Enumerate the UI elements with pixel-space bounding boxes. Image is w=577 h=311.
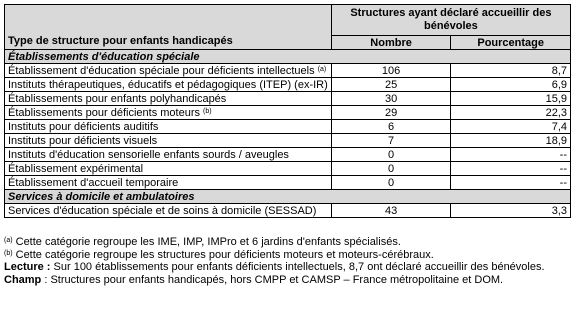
table-row [5, 64, 571, 78]
row-nombre: 29 [331, 106, 451, 120]
header-pourcentage: Pourcentage [451, 36, 571, 50]
row-pourcentage: -- [451, 176, 571, 190]
row-pourcentage: -- [451, 148, 571, 162]
champ-label: Champ [4, 273, 42, 286]
row-label-cell [5, 204, 332, 218]
table-row [5, 162, 571, 176]
row-nombre: 6 [331, 120, 451, 134]
row-label: Établissement d'éducation spéciale pour déficients intellectuels [8, 64, 315, 77]
section-title: Services à domicile et ambulatoires [5, 190, 571, 204]
header-nombre: Nombre [331, 36, 451, 50]
row-label-cell [5, 78, 332, 92]
footnote-b-text: Cette catégorie regroupe les structures pour déficients moteurs et moteurs-cérébraux. [12, 248, 434, 261]
footnote-b [4, 249, 571, 262]
section-row [5, 190, 571, 204]
row-pourcentage: 3,3 [451, 204, 571, 218]
table-row [5, 176, 571, 190]
section-row [5, 50, 571, 64]
header-row [5, 5, 571, 36]
row-nombre: 7 [331, 134, 451, 148]
row-label-cell [5, 120, 332, 134]
footnotes [4, 236, 571, 286]
row-nombre: 43 [331, 204, 451, 218]
footnote-b-marker: (b) [4, 249, 13, 257]
row-label-cell [5, 148, 332, 162]
header-group-cell: Structures ayant déclaré accueillir des bénévoles [331, 5, 570, 36]
footnote-a [4, 236, 571, 249]
footnote-a-marker: (a) [4, 237, 13, 244]
table-row [5, 78, 571, 92]
lecture-label: Lecture : [4, 261, 51, 273]
row-pourcentage: 18,9 [451, 134, 571, 148]
row-pourcentage: 22,3 [451, 106, 571, 120]
row-pourcentage: 6,9 [451, 78, 571, 92]
lecture-note [4, 261, 571, 274]
table-row [5, 106, 571, 120]
row-label-cell [5, 176, 332, 190]
table-row [5, 92, 571, 106]
table-row [5, 148, 571, 162]
row-label: Services d'éducation spéciale et de soins à domicile (SESSAD) [8, 204, 317, 217]
section-title: Établissements d'éducation spéciale [5, 50, 571, 64]
lecture-text: Sur 100 établissements pour enfants déficients intellectuels, 8,7 ont déclaré accueillir des bénévoles. [50, 261, 545, 273]
row-label-cell [5, 64, 332, 78]
row-nombre: 30 [331, 92, 451, 106]
row-pourcentage: 15,9 [451, 92, 571, 106]
row-pourcentage: -- [451, 162, 571, 176]
row-pourcentage: 7,4 [451, 120, 571, 134]
champ-note [4, 274, 571, 287]
row-label-cell [5, 92, 332, 106]
row-nombre: 0 [331, 162, 451, 176]
row-label: Instituts thérapeutiques, éducatifs et pédagogiques (ITEP) (ex-IR) [8, 78, 328, 91]
table-row [5, 204, 571, 218]
row-pourcentage: 8,7 [451, 64, 571, 78]
row-nombre: 25 [331, 78, 451, 92]
row-label: Établissement expérimental [8, 162, 144, 175]
row-label-cell [5, 106, 332, 120]
row-label: Instituts pour déficients visuels [8, 134, 158, 147]
footnote-a-text: Cette catégorie regroupe les IME, IMP, IMPro et 6 jardins d'enfants spécialisés. [12, 236, 401, 248]
row-label: Établissements pour déficients moteurs [8, 106, 200, 119]
row-nombre: 106 [331, 64, 451, 78]
row-label: Instituts pour déficients auditifs [8, 120, 159, 133]
table-row [5, 134, 571, 148]
row-footnote-marker: (b) [203, 107, 212, 115]
row-label: Établissement d'accueil temporaire [8, 176, 179, 189]
row-label-cell [5, 134, 332, 148]
row-nombre: 0 [331, 176, 451, 190]
row-label: Instituts d'éducation sensorielle enfants sourds / aveugles [8, 148, 289, 161]
row-label-cell [5, 162, 332, 176]
data-table [4, 4, 571, 218]
row-footnote-marker: (a) [317, 65, 327, 73]
table-row [5, 120, 571, 134]
header-type-cell: Type de structure pour enfants handicapés [5, 5, 332, 50]
row-nombre: 0 [331, 148, 451, 162]
champ-text: : Structures pour enfants handicapés, hors CMPP et CAMSP – France métropolitaine et DOM. [41, 273, 504, 286]
row-label: Établissements pour enfants polyhandicapés [8, 92, 227, 105]
